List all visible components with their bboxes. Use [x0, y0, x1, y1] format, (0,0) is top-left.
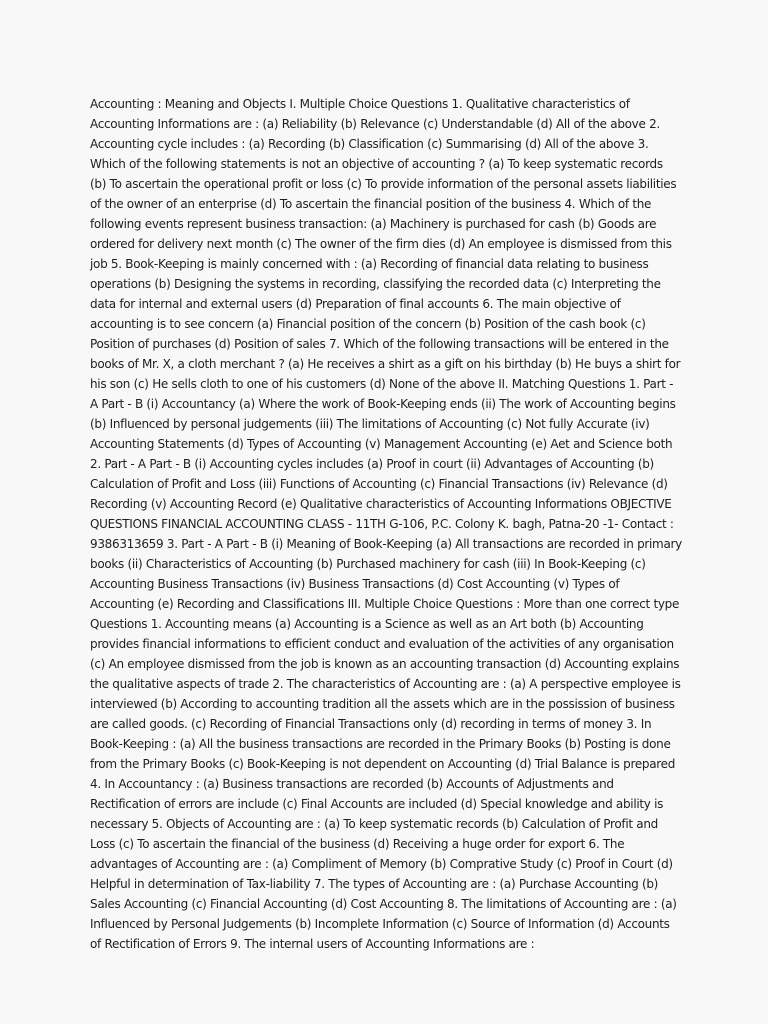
document-body-text: Accounting : Meaning and Objects I. Multiple Choice Questions 1. Qualitative characteristics of Accounting Informations are : (a) Reliability (b) Relevance (c) Understandable (d) All of the above 2. Accounting cycle includes : (a) Recording (b) Classification (c) Summarising (d) All of the above 3. Which of the following statements is not an objective of accounting ? (a) To keep systematic records (b) To ascertain the operational profit or loss (c) To provide information of the personal assets liabilities of the owner of an enterprise (d) To ascertain the financial position of the business 4. Which of the following events represent business transaction: (a) Machinery is purchased for cash (b) Goods are ordered for delivery next month (c) The owner of the firm dies (d) An employee is dismissed from this job 5. Book-Keeping is mainly concerned with : (a) Recording of financial data relating to business operations (b) Designing the systems in recording, classifying the recorded data (c) Interpreting the data for internal and external users (d) Preparation of final accounts 6. The main objective of accounting is to see concern (a) Financial position of the concern (b) Position of the cash book (c) Position of purchases (d) Position of sales 7. Which of the following transactions will be entered in the books of Mr. X, a cloth merchant ? (a) He receives a shirt as a gift on his birthday (b) He buys a shirt for his son (c) He sells cloth to one of his customers (d) None of the above II. Matching Questions 1. Part - A Part - B (i) Accountancy (a) Where the work of Book-Keeping ends (ii) The work of Accounting begins (b) Influenced by personal judgements (iii) The limitations of Accounting (c) Not fully Accurate (iv) Accounting Statements (d) Types of Accounting (v) Management Accounting (e) Aet and Science both 2. Part - A Part - B (i) Accounting cycles includes (a) Proof in court (ii) Advantages of Accounting (b) Calculation of Profit and Loss (iii) Functions of Accounting (c) Financial Transactions (iv) Relevance (d) Recording (v) Accounting Record (e) Qualitative characteristics of Accounting Informations OBJECTIVE QUESTIONS FINANCIAL ACCOUNTING CLASS - 11TH G-106, P.C. Colony K. bagh, Patna-20 -1- Contact : 9386313659 3. Part - A Part - B (i) Meaning of Book-Keeping (a) All transactions are recorded in primary books (ii) Characteristics of Accounting (b) Purchased machinery for cash (iii) In Book-Keeping (c) Accounting Business Transactions (iv) Business Transactions (d) Cost Accounting (v) Types of Accounting (e) Recording and Classifications III. Multiple Choice Questions : More than one correct type Questions 1. Accounting means (a) Accounting is a Science as well as an Art both (b) Accounting provides financial informations to efficient conduct and evaluation of the activities of any organisation (c) An employee dismissed from the job is known as an accounting transaction (d) Accounting explains the qualitative aspects of trade 2. The characteristics of Accounting are : (a) A perspective employee is interviewed (b) According to accounting tradition all the assets which are in the possission of business are called goods. (c) Recording of Financial Transactions only (d) recording in terms of money 3. In Book-Keeping : (a) All the business transactions are recorded in the Primary Books (b) Posting is done from the Primary Books (c) Book-Keeping is not dependent on Accounting (d) Trial Balance is prepared 4. In Accountancy : (a) Business transactions are recorded (b) Accounts of Adjustments and Rectification of errors are include (c) Final Accounts are included (d) Special knowledge and ability is necessary 5. Objects of Accounting are : (a) To keep systematic records (b) Calculation of Profit and Loss (c) To ascertain the financial of the business (d) Receiving a huge order for export 6. The advantages of Accounting are : (a) Compliment of Memory (b) Comprative Study (c) Proof in Court (d) Helpful in determination of Tax-liability 7. The types of Accounting are : (a) Purchase Accounting (b) Sales Accounting (c) Financial Accounting (d) Cost Accounting 8. The limitations of Accounting are : (a) Influenced by Personal Judgements (b) Incomplete Information (c) Source of Information (d) Accounts of Rectification of Errors 9. The internal users of Accounting Informations are :	[90, 97, 682, 951]
